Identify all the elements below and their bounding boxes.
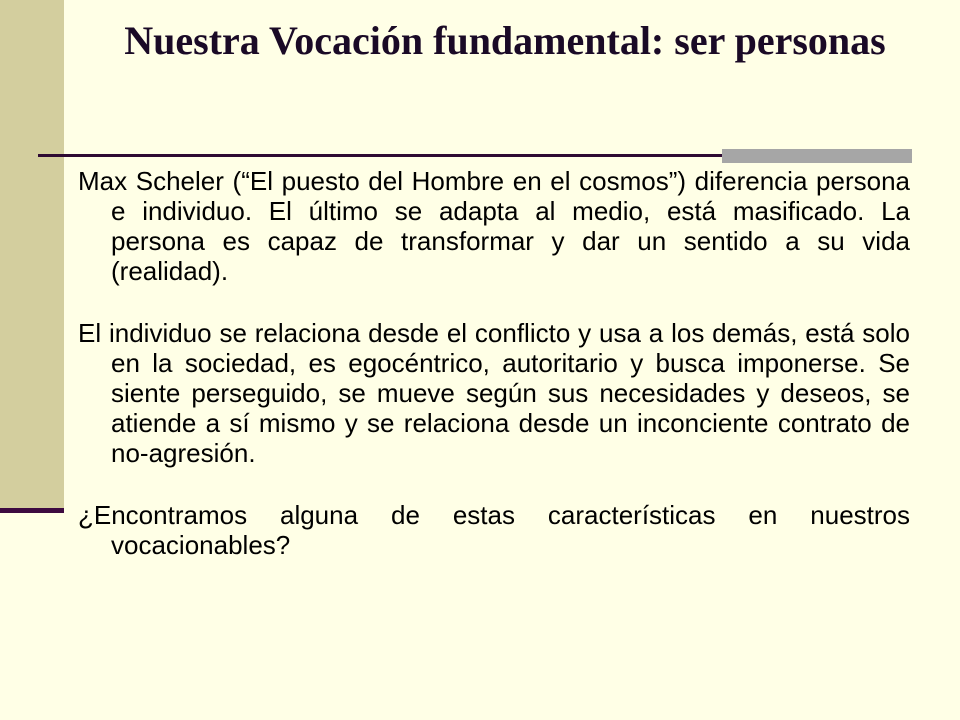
paragraph-scheler: Max Scheler (“El puesto del Hombre en el cosmos”) diferencia persona e individuo. El último se adapta al medio, está masificado. La persona es capaz de transformar y dar un sentido a su vida (realidad).: [78, 166, 910, 286]
slide-body: [78, 166, 910, 592]
paragraph-question: ¿Encontramos alguna de estas características en nuestros vocacionables?: [78, 500, 910, 560]
title-divider-accent: [722, 149, 912, 163]
decorative-side-bar: [0, 0, 64, 510]
decorative-side-line: [0, 508, 64, 513]
paragraph-individuo: El individuo se relaciona desde el conflicto y usa a los demás, está solo en la sociedad, es egocéntrico, autoritario y busca imponerse. Se siente perseguido, se mueve según sus necesidades y deseos, se atiende a sí mismo y se relaciona desde un inconciente contrato de no-agresión.: [78, 318, 910, 468]
slide-title: Nuestra Vocación fundamental: ser personas: [124, 18, 886, 63]
